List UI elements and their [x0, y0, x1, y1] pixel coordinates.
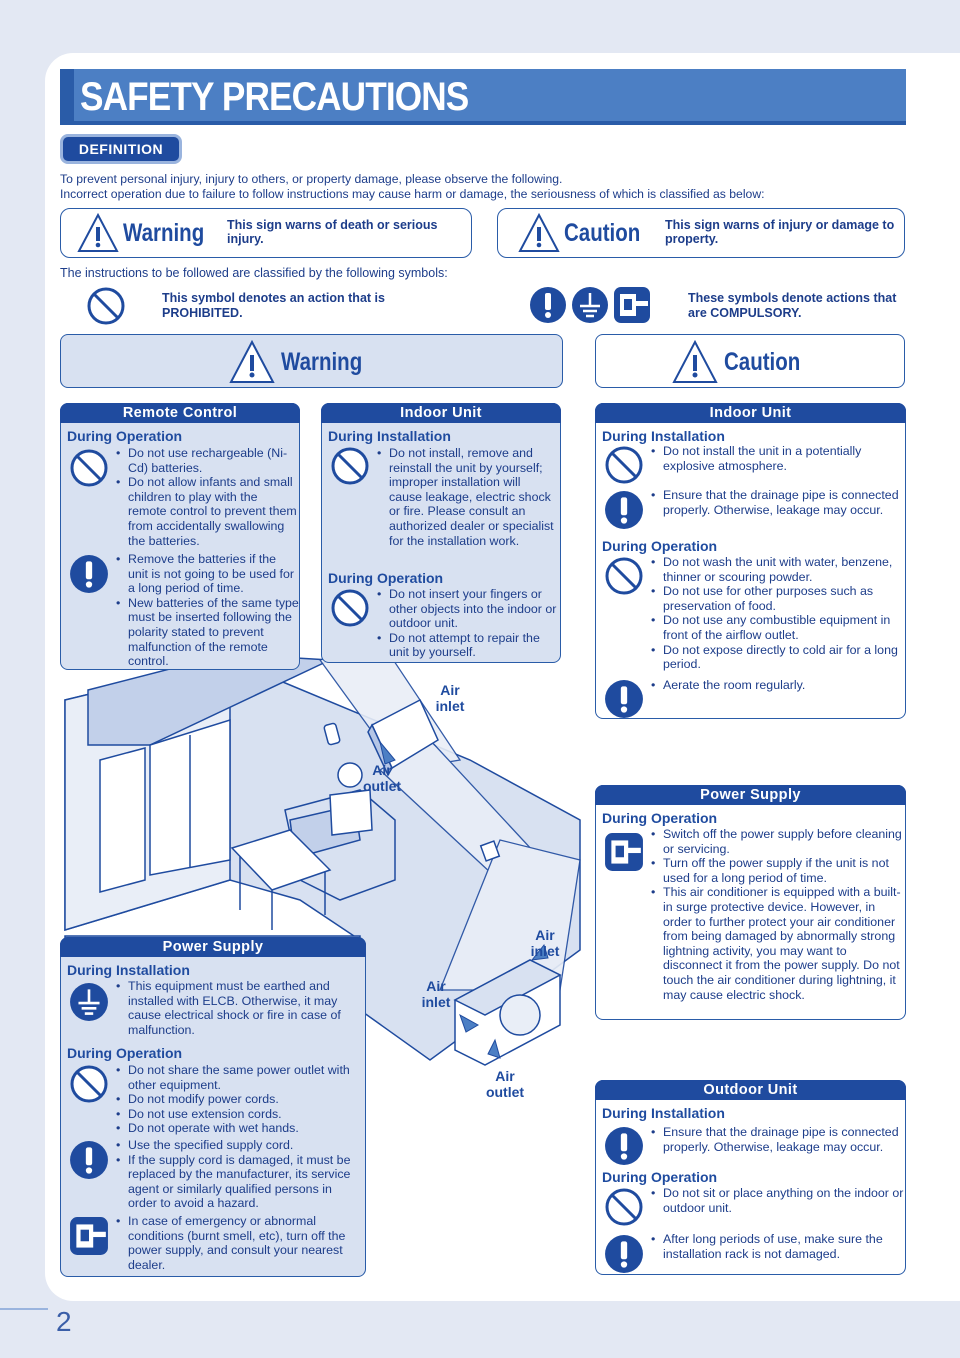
- page-number: 2: [56, 1306, 72, 1337]
- compulsory-icon: [604, 679, 644, 719]
- prohibited-text: This symbol denotes an action that is PROHIBITED.: [162, 291, 385, 320]
- prohibited-icon: [604, 1187, 644, 1227]
- intro-line-1: To prevent personal injury, injury to others, or property damage, please observe the following.: [60, 172, 563, 186]
- power-warning-prohibited-list: [114, 1063, 362, 1136]
- classified-text: The instructions to be followed are classified by the following symbols:: [60, 266, 448, 280]
- remote-control-panel: [60, 403, 300, 670]
- outdoor-caution-compulsory-list: [649, 1232, 904, 1261]
- indoor-caution-install-sub: During Installation: [602, 428, 725, 444]
- outdoor-caution-prohibited-list: [649, 1186, 904, 1215]
- indoor-warning-title: Indoor Unit: [321, 403, 561, 423]
- list-item: • Do not use extension cords.: [114, 1107, 362, 1122]
- list-item: • Use the specified supply cord.: [114, 1138, 362, 1153]
- caution-sign-desc: This sign warns of injury or damage to property.: [665, 218, 895, 246]
- list-item: • Turn off the power supply if the unit is not used for a long period of time.: [649, 856, 904, 885]
- outdoor-caution-panel: [595, 1080, 906, 1275]
- indoor-warning-operation-sub: During Operation: [328, 570, 444, 586]
- air-inlet-label: Air inlet: [530, 927, 560, 959]
- compulsory-icon: [604, 1126, 644, 1166]
- list-item: • In case of emergency or abnormal conditions (burnt smell, etc), turn off the power supply, and consult your nearest dealer.: [114, 1214, 362, 1272]
- remote-prohibited-list: [114, 446, 299, 548]
- list-item: • Do not attempt to repair the unit by yourself.: [375, 631, 557, 660]
- power-warning-panel: [60, 937, 366, 1277]
- list-item: • Ensure that the drainage pipe is connected properly. Otherwise, leakage may occur.: [649, 488, 904, 517]
- list-item: • Do not install the unit in a potentially explosive atmosphere.: [649, 444, 904, 473]
- indoor-warning-install-sub: During Installation: [328, 428, 451, 444]
- list-item: • Remove the batteries if the unit is not going to be used for a long period of time.: [114, 552, 299, 596]
- prohibited-icon: [69, 448, 109, 488]
- list-item: • Do not allow infants and small children to play with the remote control to prevent them from accidentally swallowing the batteries.: [114, 475, 299, 548]
- list-item: • This equipment must be earthed and installed with ELCB. Otherwise, it may cause electrical shock or fire in case of malfunction.: [114, 979, 362, 1037]
- list-item: • After long periods of use, make sure the installation rack is not damaged.: [649, 1232, 904, 1261]
- list-item: • Switch off the power supply before cleaning or servicing.: [649, 827, 904, 856]
- list-item: • Do not insert your fingers or other objects into the indoor or outdoor unit.: [375, 587, 557, 631]
- prohibited-icon: [604, 445, 644, 485]
- prohibited-icon: [604, 556, 644, 596]
- compulsory-text: These symbols denote actions that are COMPULSORY.: [688, 291, 897, 320]
- power-warning-title: Power Supply: [60, 937, 366, 957]
- outdoor-caution-install-sub: During Installation: [602, 1105, 725, 1121]
- prohibited-icon: [330, 588, 370, 628]
- indoor-warning-panel: [321, 403, 561, 663]
- indoor-warning-operation-list: [375, 587, 557, 660]
- warning-sign-label: Warning: [123, 219, 205, 247]
- intro-line-2: Incorrect operation due to failure to follow instructions may cause harm or damage, the seriousness of which is classified as below:: [60, 187, 765, 201]
- list-item: • If the supply cord is damaged, it must be replaced by the manufacturer, its service agent or similarly qualified persons in order to avoid a hazard.: [114, 1153, 362, 1211]
- compulsory-icon: [69, 1140, 109, 1180]
- air-inlet-label: Air inlet: [421, 978, 451, 1010]
- remote-control-title: Remote Control: [60, 403, 300, 423]
- list-item: • Do not install, remove and reinstall the unit by yourself; improper installation will cause leakage, electric shock or fire. Please consult an authorized dealer or specialist for the installation work.: [375, 446, 557, 548]
- indoor-caution-panel: [595, 403, 906, 719]
- prohibited-icon: [69, 1064, 109, 1104]
- prohibited-icon: [330, 446, 370, 486]
- outdoor-caution-install-list: [649, 1125, 904, 1154]
- air-outlet-label: Air outlet: [362, 762, 402, 794]
- earth-icon: [69, 982, 109, 1022]
- unplug-icon: [69, 1216, 109, 1256]
- caution-header-label: Caution: [724, 348, 801, 376]
- compulsory-icon: [604, 1234, 644, 1274]
- power-caution-panel: [595, 785, 906, 1020]
- warning-sign-desc: This sign warns of death or serious injury.: [227, 218, 438, 246]
- list-item: • Do not use for other purposes such as preservation of food.: [649, 584, 904, 613]
- list-item: • Do not use any combustible equipment in front of the airflow outlet.: [649, 613, 904, 642]
- page-title: SAFETY PRECAUTIONS: [80, 75, 469, 119]
- power-caution-subtitle: During Operation: [602, 810, 718, 826]
- remote-control-subtitle: During Operation: [67, 428, 183, 444]
- indoor-caution-operation-compulsory: [649, 678, 904, 693]
- power-warning-operation-sub: During Operation: [67, 1045, 183, 1061]
- power-warning-install-list: [114, 979, 362, 1037]
- definition-badge: DEFINITION: [60, 134, 182, 164]
- outdoor-caution-title: Outdoor Unit: [595, 1080, 906, 1100]
- list-item: • Do not sit or place anything on the indoor or outdoor unit.: [649, 1186, 904, 1215]
- power-caution-title: Power Supply: [595, 785, 906, 805]
- warning-header-label: Warning: [281, 348, 363, 376]
- power-warning-install-sub: During Installation: [67, 962, 190, 978]
- power-warning-compulsory-list: [114, 1138, 362, 1211]
- list-item: • Do not modify power cords.: [114, 1092, 362, 1107]
- indoor-caution-install-prohibited: [649, 444, 904, 473]
- indoor-warning-install-list: [375, 446, 557, 548]
- list-item: • Ensure that the drainage pipe is connected properly. Otherwise, leakage may occur.: [649, 1125, 904, 1154]
- indoor-caution-install-compulsory: [649, 488, 904, 517]
- page-divider: [0, 1308, 48, 1310]
- power-caution-list: [649, 827, 904, 1002]
- list-item: • Aerate the room regularly.: [649, 678, 904, 693]
- caution-sign-label: Caution: [564, 219, 641, 247]
- unplug-icon: [604, 832, 644, 872]
- list-item: • Do not share the same power outlet with other equipment.: [114, 1063, 362, 1092]
- list-item: • This air conditioner is equipped with a built-in surge protective device. However, in order to further protect your air conditioner from being damaged by abnormally strong lightning activity, you may want to disconnect it from the power supply. Do not touch the air conditioner during lightning, it may cause electric shock.: [649, 885, 904, 1002]
- outdoor-caution-operation-sub: During Operation: [602, 1169, 718, 1185]
- remote-compulsory-list: [114, 552, 299, 669]
- list-item: • Do not wash the unit with water, benzene, thinner or scouring powder.: [649, 555, 904, 584]
- air-outlet-label: Air outlet: [485, 1068, 525, 1100]
- compulsory-icon: [69, 554, 109, 594]
- indoor-caution-operation-sub: During Operation: [602, 538, 718, 554]
- list-item: • Do not use rechargeable (Ni-Cd) batteries.: [114, 446, 299, 475]
- list-item: • Do not operate with wet hands.: [114, 1121, 362, 1136]
- indoor-caution-operation-prohibited: [649, 555, 904, 672]
- list-item: • New batteries of the same type must be inserted following the polarity stated to prevent malfunction of the remote control.: [114, 596, 299, 669]
- indoor-caution-title: Indoor Unit: [595, 403, 906, 423]
- list-item: • Do not expose directly to cold air for a long period.: [649, 643, 904, 672]
- power-warning-unplug-list: [114, 1214, 362, 1272]
- compulsory-icon: [604, 490, 644, 530]
- air-inlet-label: Air inlet: [435, 682, 465, 714]
